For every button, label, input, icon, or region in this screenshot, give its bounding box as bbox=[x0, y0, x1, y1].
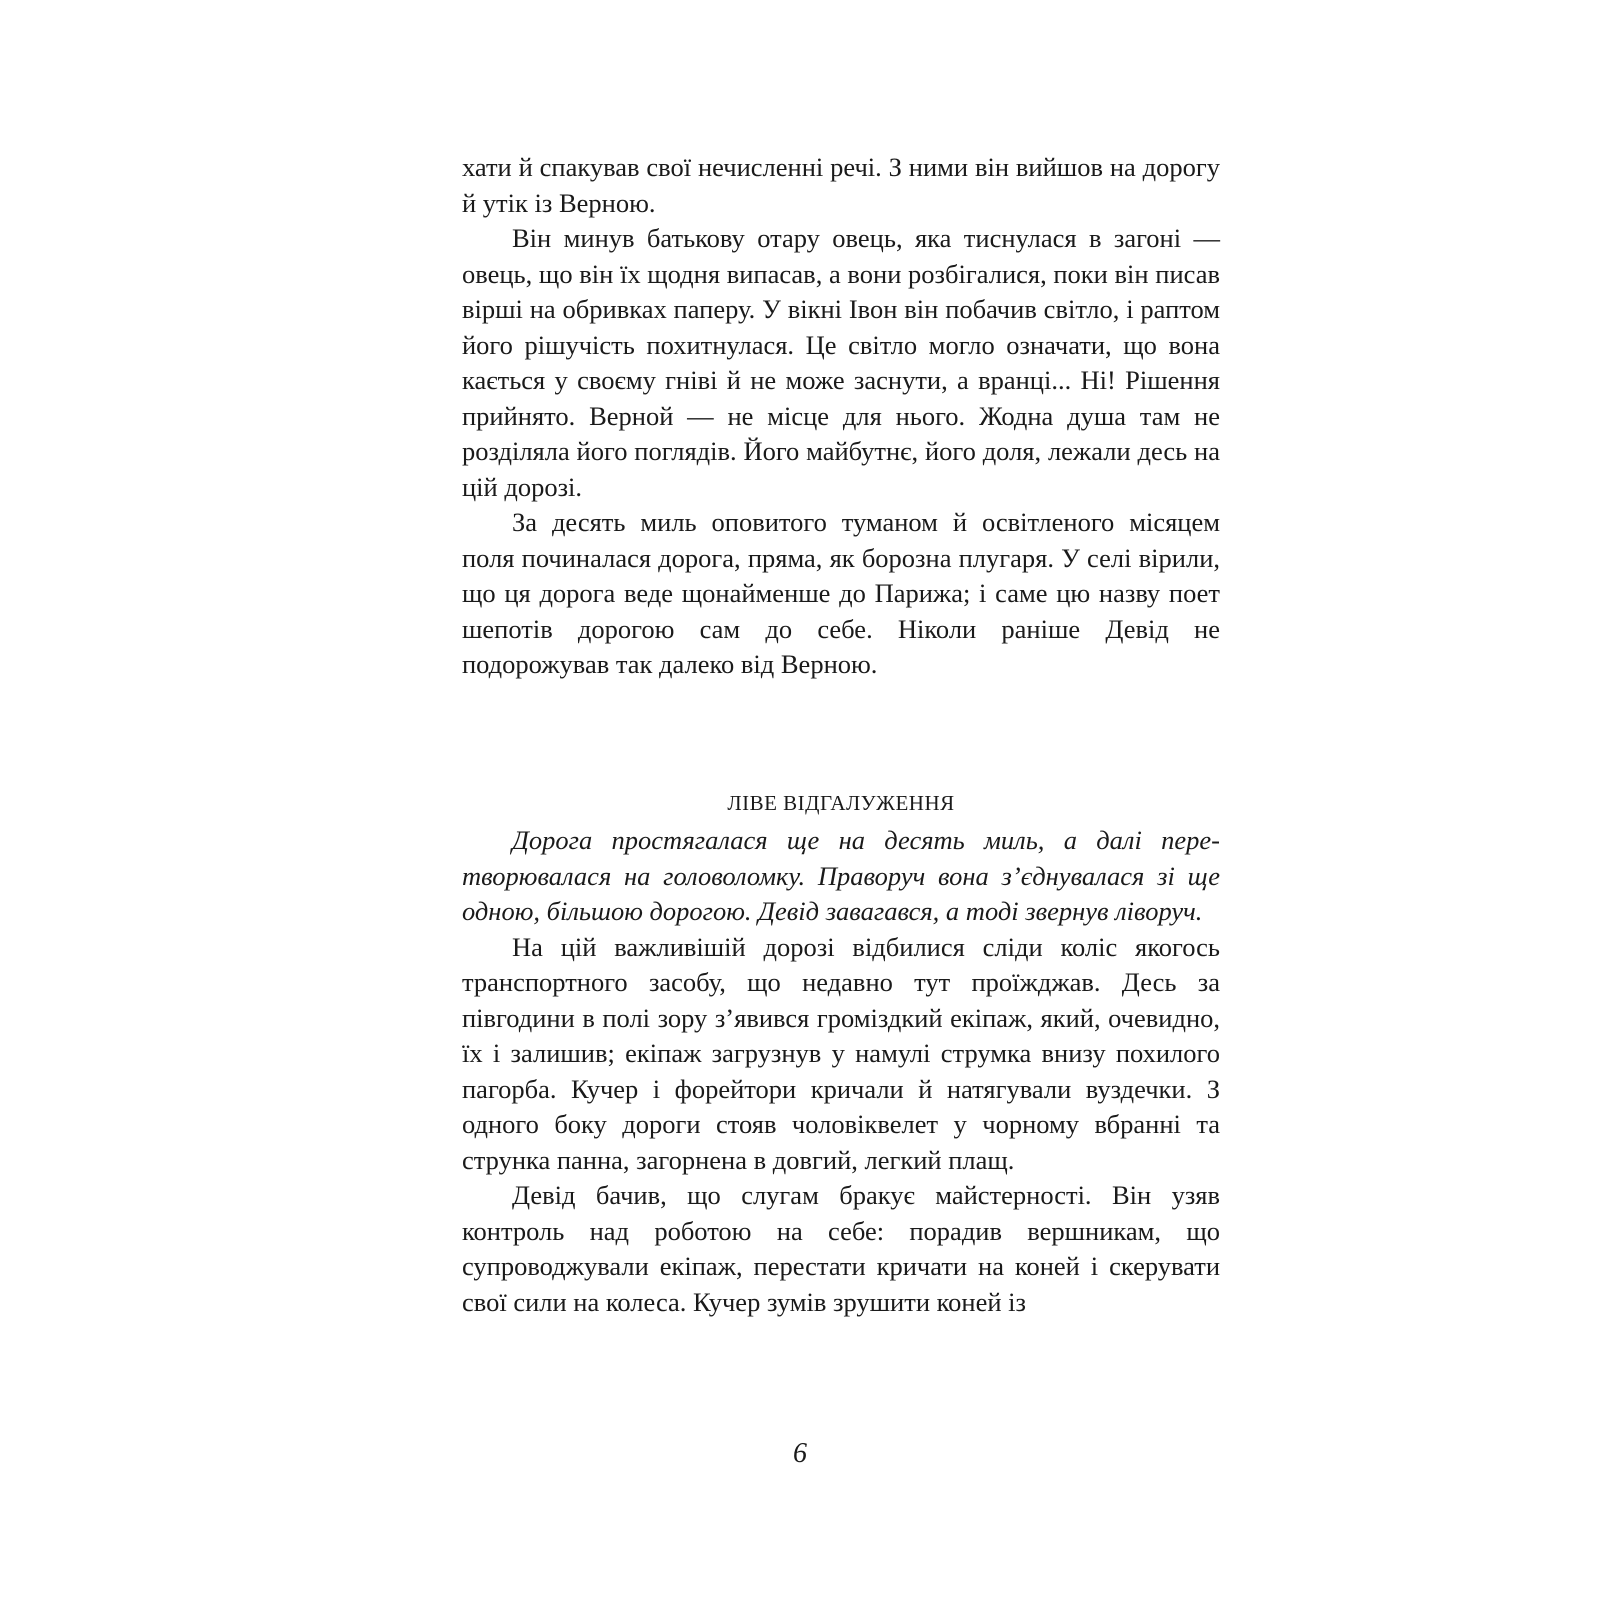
italic-epigraph-paragraph: Дорога простягалася ще на десять миль, а далі перетворювалася на головоломку. Праворуч вона з’єднувалася зі ще одною, більшою дорогою. Девід завагався, а тоді звернув ліворуч. bbox=[462, 825, 1220, 926]
paragraph: Він минув батькову отару овець, яка тиснулася в загоні — овець, що він їх щодня випасав, а вони розбігалися, поки він писав вірші на обривках паперу. У вікні Івон він побачив світло, і раптом його рішучість похитнулася. Це світло могло означати, що вона кається у своєму гніві й не може заснути, а вранці... Ні! Рішення прийнято. Верной — не місце для нього. Жодна душа там не розділяла його поглядів. Його майбутнє, його доля, лежали десь на цій дорозі. bbox=[462, 223, 1220, 502]
paragraph: Девід бачив, що слугам бракує майстерності. Він узяв контроль над роботою на себе: порадив вершникам, що супроводжували екіпаж, перестати кричати на коней і скерувати свої сили на колеса. Кучер зумів зрушити коней із bbox=[462, 1180, 1220, 1317]
body-text-section-2 bbox=[462, 823, 1220, 1320]
paragraph: На цій важливішій дорозі відбилися сліди коліс якогось транспортного засобу, що недавно тут проїжджав. Десь за півгодини в полі зору з’явився громіздкий екіпаж, який, очевидно, їх і залишив; екіпаж загрузнув у намулі струмка внизу похилого пагорба. Кучер і форейтори кричали й натягували вуздечки. З одного боку дороги стояв чоловіквелет у чорному вбранні та струнка панна, загорнена в довгий, легкий плащ. bbox=[462, 931, 1220, 1175]
paragraph: За десять миль оповитого туманом й освітленого місяцем поля починалася дорога, пряма, як борозна плугаря. У селі вірили, що ця дорога веде щонайменше до Парижа; і саме цю назву поет шепотів дорогою сам до себе. Ніколи раніше Девід не подорожував так далеко від Верною. bbox=[462, 507, 1220, 679]
section-heading: ЛІВЕ ВІДГАЛУЖЕННЯ bbox=[727, 791, 955, 815]
page-number: 6 bbox=[793, 1438, 807, 1469]
body-text-section-1 bbox=[462, 150, 1220, 683]
paragraph: хати й спакував свої нечисленні речі. З ними він вийшов на дорогу й утік із Верною. bbox=[462, 152, 1220, 218]
